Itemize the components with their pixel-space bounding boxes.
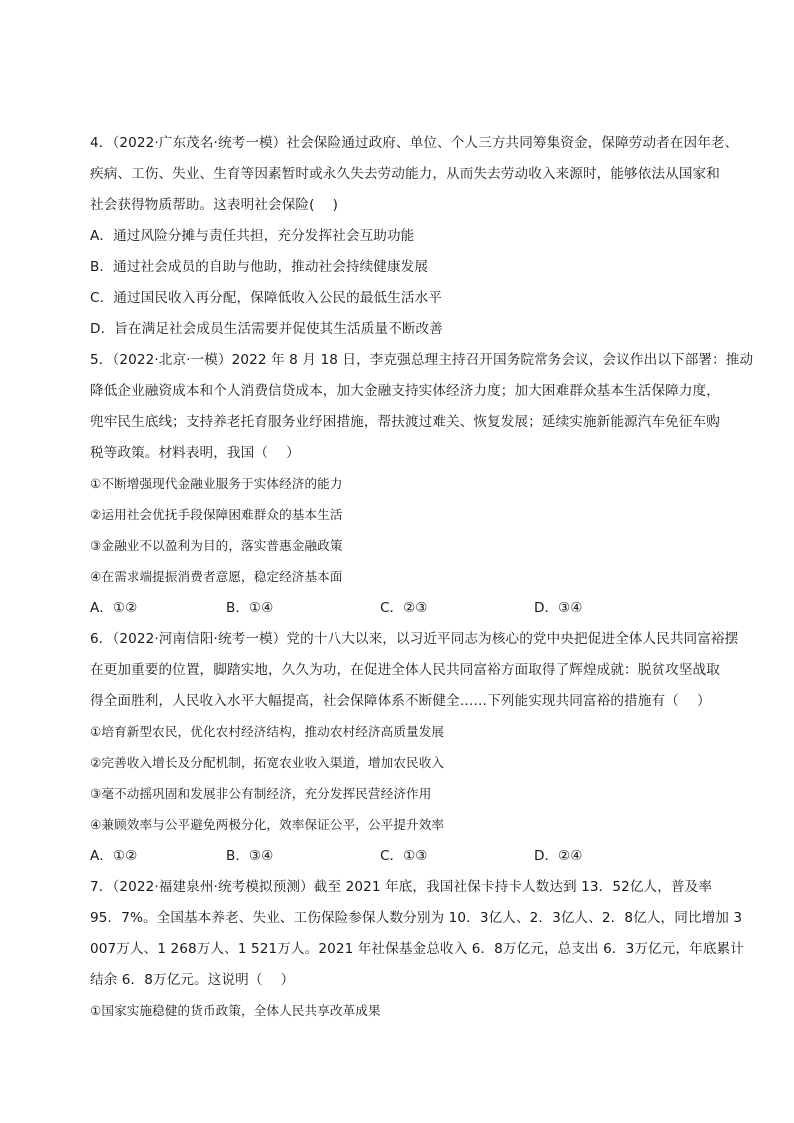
question-4-choice-a: A．通过风险分摊与责任共担，充分发挥社会互助功能 <box>90 228 415 244</box>
question-5-line-2: 降低企业融资成本和个人消费信贷成本，加大金融支持实体经济力度；加大困难群众基本生活保障力度， <box>90 383 720 399</box>
question-7-line-1: 7．（2022·福建泉州·统考模拟预测）截至 2021 年底，我国社保卡持卡人数达到 13．52亿人，普及率 <box>90 879 713 895</box>
question-6-options <box>90 846 710 866</box>
question-4-line-1: 4．（2022·广东茂名·统考一模）社会保险通过政府、单位、个人三方共同筹集资金，保障劳动者在因年老、 <box>90 135 739 151</box>
question-5-option-a: A．①② <box>90 600 138 616</box>
question-5-line-4: 税等政策。材料表明，我国（ ） <box>90 445 300 461</box>
question-6-line-2: 在更加重要的位置，脚踏实地，久久为功，在促进全体人民共同富裕方面取得了辉煌成就：脱贫攻坚战取 <box>90 662 720 678</box>
question-5-option-c: C．②③ <box>380 600 428 616</box>
question-6-line-3: 得全面胜利，人民收入水平大幅提高，社会保障体系不断健全……下列能实现共同富裕的措施有（ ） <box>90 693 711 709</box>
question-7-line-4: 结余 6．8万亿元。这说明（ ） <box>90 972 295 988</box>
question-6-option-c: C．①③ <box>380 848 428 864</box>
question-6-item-4: ④兼顾效率与公平避免两极分化，效率保证公平，公平提升效率 <box>90 817 445 832</box>
question-6-option-d: D．②④ <box>534 848 583 864</box>
question-6-option-b: B．③④ <box>226 848 274 864</box>
question-5-options <box>90 598 710 618</box>
question-5-option-b: B．①④ <box>226 600 274 616</box>
question-6-line-1: 6．（2022·河南信阳·统考一模）党的十八大以来，以习近平同志为核心的党中央把促进全体人民共同富裕摆 <box>90 631 739 647</box>
question-4-line-3: 社会获得物质帮助。这表明社会保险( ) <box>90 197 339 213</box>
question-4-choice-b: B．通过社会成员的自助与他助，推动社会持续健康发展 <box>90 259 429 275</box>
question-4-choice-c: C．通过国民收入再分配，保障低收入公民的最低生活水平 <box>90 290 442 306</box>
question-6-item-3: ③毫不动摇巩固和发展非公有制经济，充分发挥民营经济作用 <box>90 786 432 801</box>
question-7-line-3: 007万人、1 268万人、1 521万人。2021 年社保基金总收入 6．8万亿元，总支出 6．3万亿元，年底累计 <box>90 941 744 957</box>
question-4-line-2: 疾病、工伤、失业、生育等因素暂时或永久失去劳动能力，从而失去劳动收入来源时，能够依法从国家和 <box>90 166 720 182</box>
question-5-item-1: ①不断增强现代金融业服务于实体经济的能力 <box>90 476 343 491</box>
question-5-line-3: 兜牢民生底线；支持养老托育服务业纾困措施，帮扶渡过难关、恢复发展；延续实施新能源汽车免征车购 <box>90 414 720 430</box>
question-6-item-1: ①培育新型农民，优化农村经济结构，推动农村经济高质量发展 <box>90 724 445 739</box>
question-7-line-2: 95．7%。全国基本养老、失业、工伤保险参保人数分别为 10．3亿人、2．3亿人、2．8亿人，同比增加 3 <box>90 910 743 926</box>
question-4-choice-d: D．旨在满足社会成员生活需要并促使其生活质量不断改善 <box>90 321 443 337</box>
question-5-line-1: 5．（2022·北京·一模）2022 年 8 月 18 日，李克强总理主持召开国务院常务会议，会议作出以下部署：推动 <box>90 352 754 368</box>
question-5-item-3: ③金融业不以盈利为目的，落实普惠金融政策 <box>90 538 343 553</box>
question-6-item-2: ②完善收入增长及分配机制，拓宽农业收入渠道，增加农民收入 <box>90 755 445 770</box>
question-5-item-4: ④在需求端提振消费者意愿，稳定经济基本面 <box>90 569 343 584</box>
question-6-option-a: A．①② <box>90 848 138 864</box>
question-7-item-1: ①国家实施稳健的货币政策，全体人民共享改革成果 <box>90 1003 381 1018</box>
question-5-option-d: D．③④ <box>534 600 583 616</box>
question-5-item-2: ②运用社会优抚手段保障困难群众的基本生活 <box>90 507 343 522</box>
